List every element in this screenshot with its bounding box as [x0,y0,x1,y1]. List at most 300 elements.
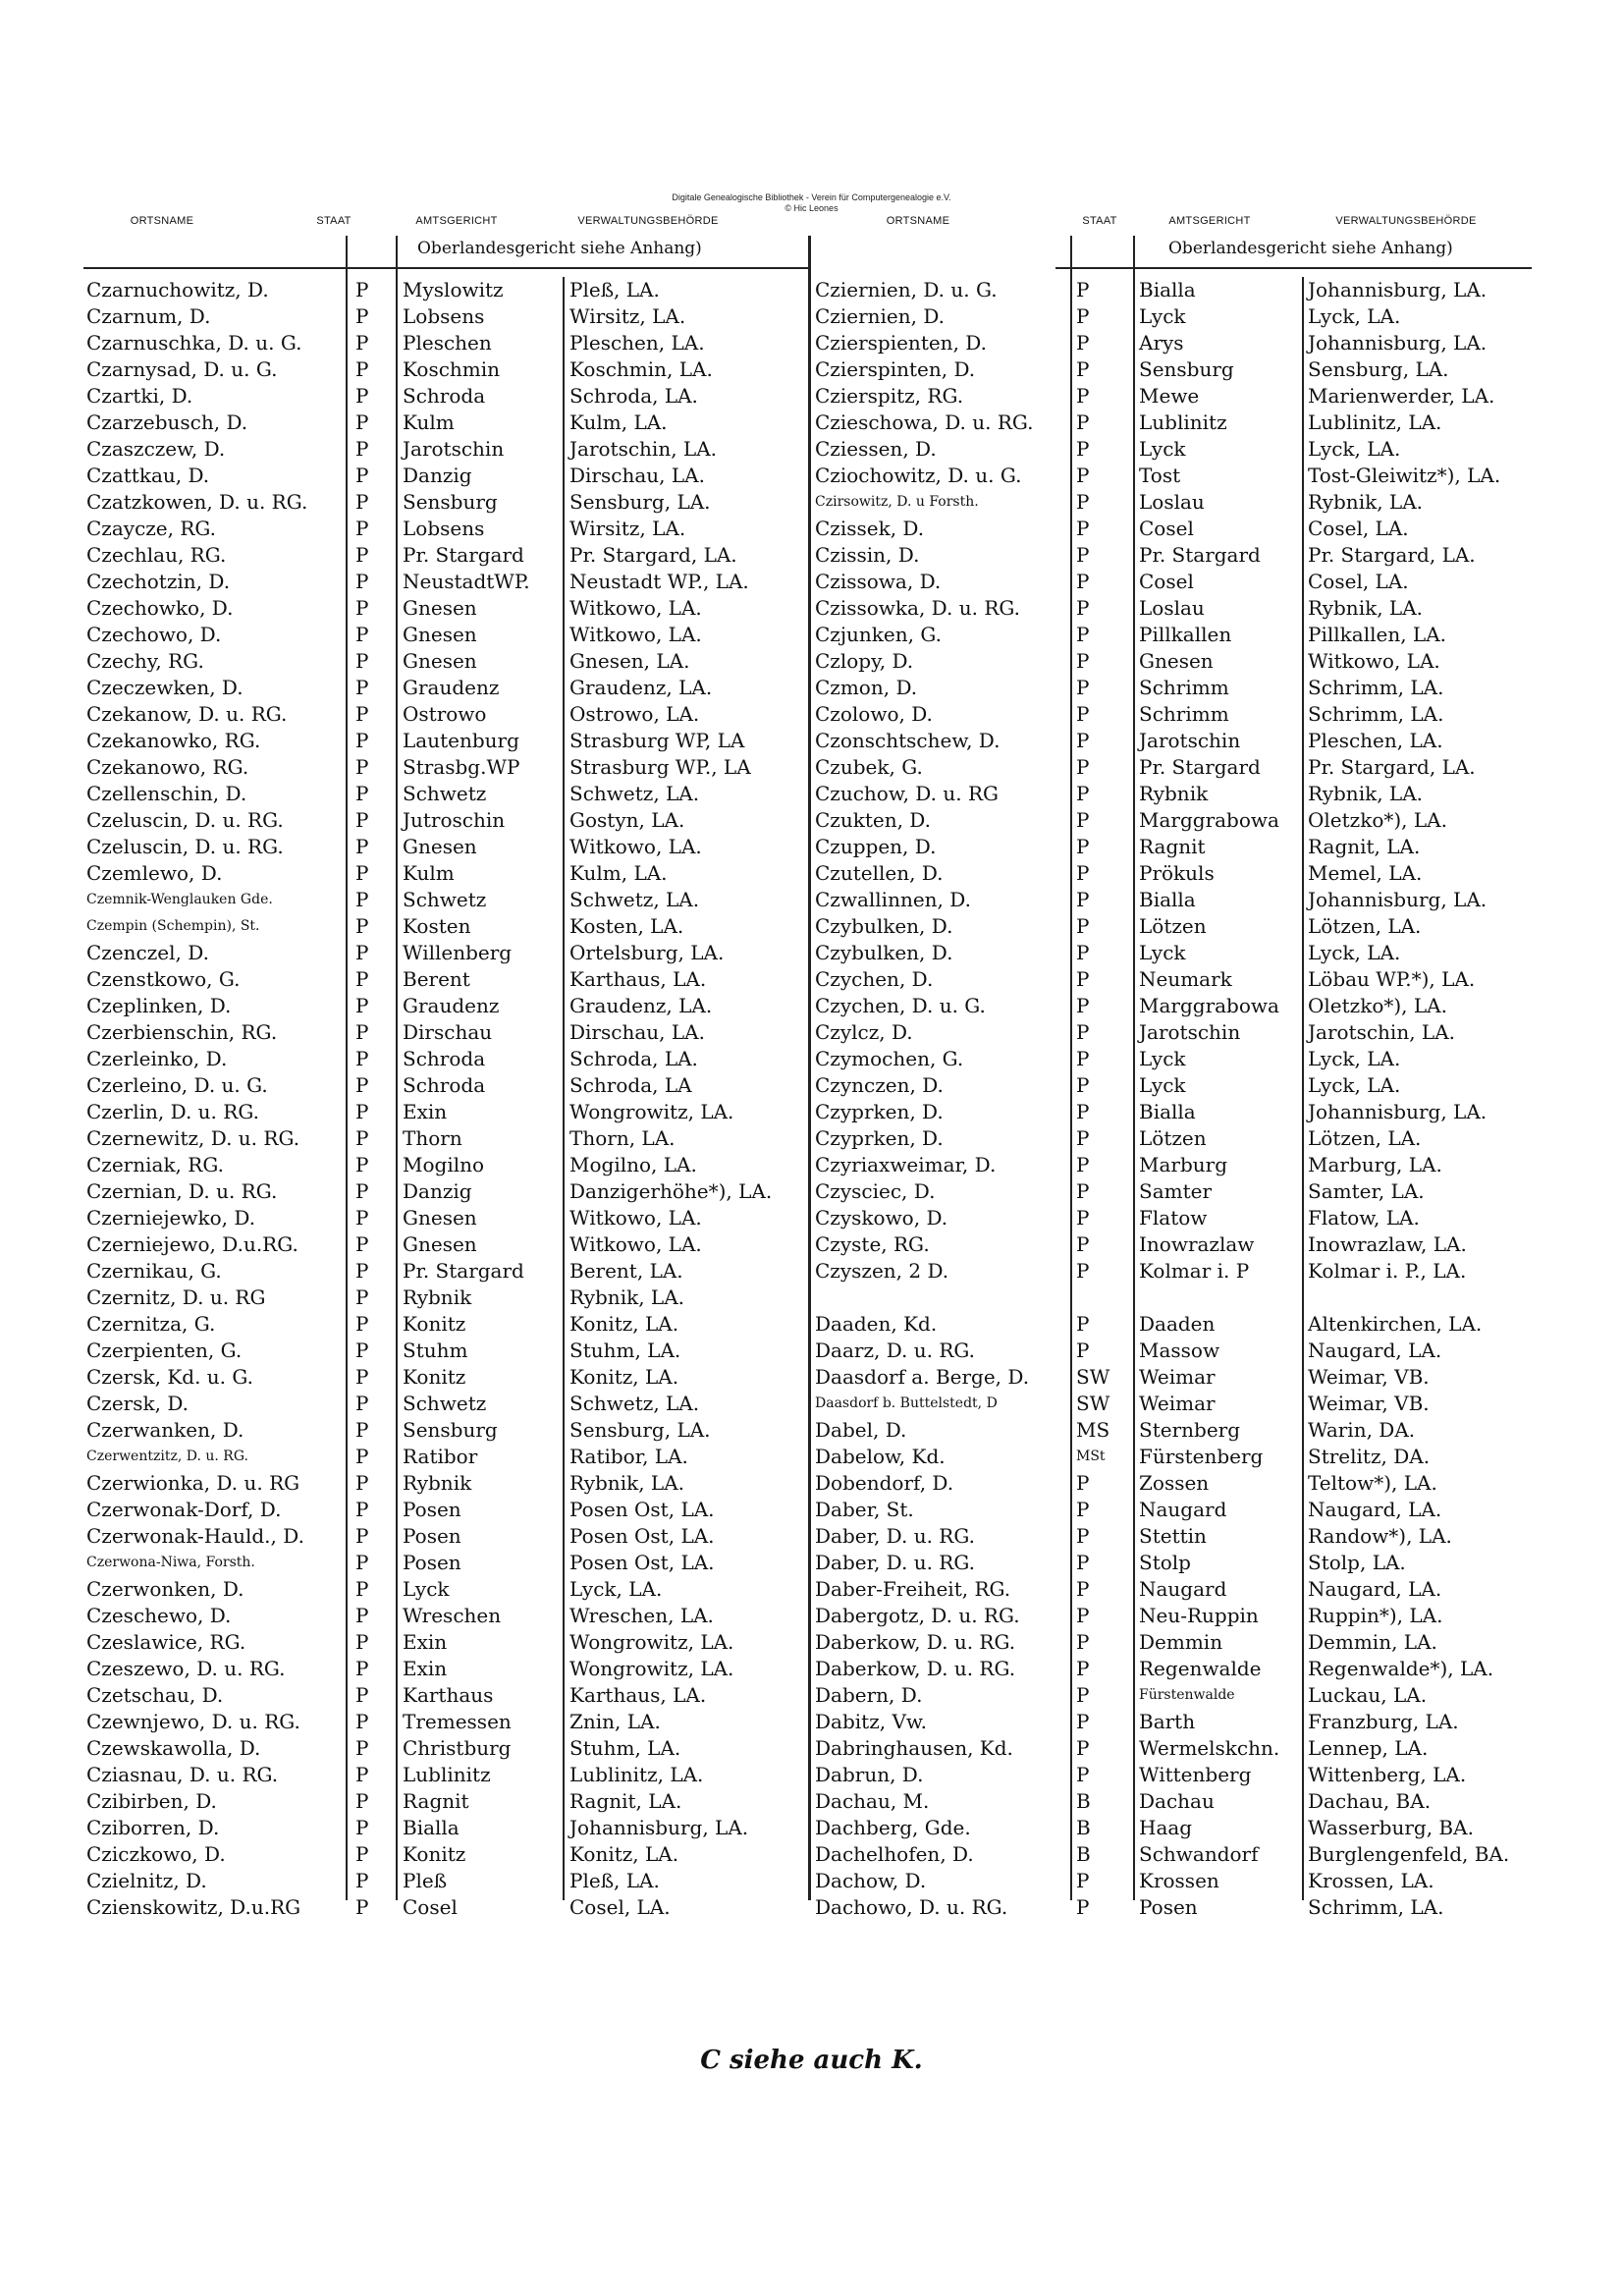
cell-ortsname: Czonschtschew, D. [815,729,1001,752]
credit-line: Digitale Genealogische Bibliothek - Verein für Computergenealogie e.V. [672,192,951,202]
cell-ortsname: Czarnuschka, D. u. G. [86,331,302,355]
cell-amtsgericht: Bialla [1139,278,1196,301]
cell-ortsname: Czerniak, RG. [86,1153,224,1176]
cell-verwaltung: Flatow, LA. [1308,1206,1420,1230]
cell-staat: P [1076,1683,1090,1707]
cell-verwaltung: Naugard, LA. [1308,1498,1442,1521]
cell-verwaltung: Kolmar i. P., LA. [1308,1259,1467,1283]
cell-ortsname: Czukten, D. [815,808,931,832]
cell-ortsname: Czeczewken, D. [86,676,243,699]
cell-staat: P [1076,1524,1090,1548]
cell-staat: P [1076,623,1090,646]
cell-amtsgericht: Barth [1139,1710,1196,1733]
cell-amtsgericht: Daaden [1139,1312,1216,1336]
cell-amtsgericht: Gnesen [403,649,477,673]
cell-ortsname: Czybulken, D. [815,914,953,938]
cell-ortsname: Czartki, D. [86,384,193,408]
cell-ortsname: Dabitz, Vw. [815,1710,927,1733]
cell-amtsgericht: Thorn [403,1126,462,1150]
cell-ortsname: Czybulken, D. [815,941,953,964]
cell-staat: P [355,384,369,408]
cell-amtsgericht: Krossen [1139,1869,1219,1892]
cell-staat: P [355,1869,369,1892]
cell-ortsname: Dachberg, Gde. [815,1816,971,1839]
cell-ortsname: Czekanow, D. u. RG. [86,702,288,726]
cell-ortsname: Czychen, D. [815,967,934,991]
cell-staat: P [1076,1047,1090,1070]
cell-staat: P [1076,808,1090,832]
cell-verwaltung: Pillkallen, LA. [1308,623,1446,646]
cell-amtsgericht: Jarotschin [1139,1020,1241,1044]
cell-amtsgericht: Weimar [1139,1392,1216,1415]
cell-staat: P [355,1153,369,1176]
cell-verwaltung: Demmin, LA. [1308,1630,1437,1654]
cell-amtsgericht: Stuhm [403,1339,468,1362]
cell-staat: P [355,1683,369,1707]
cell-staat: P [355,1285,369,1309]
cell-staat: P [1076,1153,1090,1176]
cell-verwaltung: Posen Ost, LA. [569,1498,715,1521]
cell-amtsgericht: Jarotschin [403,437,505,461]
cell-ortsname: Czersk, Kd. u. G. [86,1365,254,1389]
cell-ortsname: Czetschau, D. [86,1683,224,1707]
cell-staat: P [1076,490,1090,514]
cell-verwaltung: Kulm, LA. [569,410,668,434]
cell-amtsgericht: Prökuls [1139,861,1215,885]
cell-ortsname: Czatzkowen, D. u. RG. [86,490,308,514]
cell-verwaltung: Neustadt WP., LA. [569,570,749,593]
cell-staat: P [355,1232,369,1256]
cell-staat: B [1076,1789,1091,1813]
cell-verwaltung: Witkowo, LA. [569,623,702,646]
cell-staat: P [1076,676,1090,699]
cell-ortsname: Czerniejewo, D.u.RG. [86,1232,298,1256]
cell-verwaltung: Wongrowitz, LA. [569,1100,734,1123]
cell-verwaltung: Rybnik, LA. [569,1285,685,1309]
cell-verwaltung: Rybnik, LA. [1308,490,1424,514]
cell-ortsname: Cziernien, D. [815,304,946,328]
cell-amtsgericht: Wittenberg [1139,1763,1252,1786]
cell-ortsname: Czekanowko, RG. [86,729,261,752]
cell-verwaltung: Wreschen, LA. [569,1604,714,1627]
cell-verwaltung: Karthaus, LA. [569,967,707,991]
cell-amtsgericht: Posen [1139,1895,1198,1919]
cell-ortsname: Czierspienten, D. [815,331,987,355]
cell-ortsname: Cziasnau, D. u. RG. [86,1763,279,1786]
cell-verwaltung: Lyck, LA. [1308,1047,1401,1070]
cell-ortsname: Czynczen, D. [815,1073,944,1097]
cell-ortsname: Czerwentzitz, D. u. RG. [86,1449,248,1464]
cell-amtsgericht: Demmin [1139,1630,1223,1654]
cell-amtsgericht: Cosel [403,1895,458,1919]
cell-staat: P [355,357,369,381]
cell-staat: P [1076,1020,1090,1044]
cell-verwaltung: Johannisburg, LA. [1308,888,1488,911]
cell-staat: P [1076,570,1090,593]
cell-staat: P [355,888,369,911]
cell-ortsname: Czernitz, D. u. RG [86,1285,266,1309]
cell-verwaltung: Schwetz, LA. [569,1392,700,1415]
cell-amtsgericht: Schwandorf [1139,1842,1259,1866]
cell-ortsname: Czeslawice, RG. [86,1630,246,1654]
cell-staat: P [355,1498,369,1521]
cell-amtsgericht: Schwetz [403,782,487,805]
cell-ortsname: Czechlau, RG. [86,543,227,567]
cell-verwaltung: Lötzen, LA. [1308,1126,1422,1150]
cell-amtsgericht: Rybnik [403,1285,472,1309]
cell-ortsname: Czechotzin, D. [86,570,231,593]
cell-verwaltung: Pleschen, LA. [569,331,705,355]
cell-ortsname: Czissowka, D. u. RG. [815,596,1020,620]
cell-staat: P [355,1710,369,1733]
cell-staat: P [355,676,369,699]
cell-ortsname: Czernian, D. u. RG. [86,1179,278,1203]
cell-verwaltung: Koschmin, LA. [569,357,713,381]
cell-amtsgericht: Haag [1139,1816,1193,1839]
cell-staat: P [1076,1126,1090,1150]
divider [1133,236,1135,1900]
cell-staat: P [355,623,369,646]
cell-ortsname: Daberkow, D. u. RG. [815,1630,1016,1654]
cell-ortsname: Czirsowitz, D. u Forsth. [815,494,979,510]
cell-staat: P [355,1020,369,1044]
cell-amtsgericht: Lyck [1139,437,1186,461]
cell-verwaltung: Warin, DA. [1308,1418,1416,1442]
cell-verwaltung: Dachau, BA. [1308,1789,1432,1813]
header-ortsname-left: ORTSNAME [130,215,194,227]
cell-ortsname: Czerwionka, D. u. RG [86,1471,300,1495]
cell-verwaltung: Konitz, LA. [569,1312,679,1336]
cell-amtsgericht: Sensburg [403,1418,498,1442]
cell-verwaltung: Schwetz, LA. [569,888,700,911]
cell-verwaltung: Graudenz, LA. [569,676,713,699]
cell-amtsgericht: Pleß [403,1869,448,1892]
cell-staat: P [355,464,369,487]
cell-staat: P [1076,1895,1090,1919]
cell-verwaltung: Samter, LA. [1308,1179,1425,1203]
cell-ortsname: Czeplinken, D. [86,994,232,1017]
cell-amtsgericht: Posen [403,1498,461,1521]
header-amtsgericht-left: AMTSGERICHT [415,215,498,227]
cell-amtsgericht: Ragnit [1139,835,1206,858]
cell-amtsgericht: Konitz [403,1312,466,1336]
cell-amtsgericht: Stolp [1139,1551,1191,1574]
cell-verwaltung: Wirsitz, LA. [569,517,686,540]
cell-amtsgericht: Gnesen [1139,649,1214,673]
cell-ortsname: Daarz, D. u. RG. [815,1339,976,1362]
cell-staat: P [1076,1657,1090,1680]
cell-verwaltung: Schrimm, LA. [1308,676,1444,699]
cell-verwaltung: Pr. Stargard, LA. [1308,543,1476,567]
cell-ortsname: Cziborren, D. [86,1816,220,1839]
cell-amtsgericht: Graudenz [403,994,500,1017]
header-rule-left [83,267,810,269]
header-staat-right: STAAT [1082,215,1117,227]
cell-staat: P [1076,861,1090,885]
cell-verwaltung: Thorn, LA. [569,1126,676,1150]
cell-amtsgericht: Flatow [1139,1206,1208,1230]
cell-verwaltung: Rybnik, LA. [569,1471,685,1495]
cell-ortsname: Czemnik-Wenglauken Gde. [86,892,273,907]
cell-amtsgericht: Bialla [1139,888,1196,911]
cell-amtsgericht: Kulm [403,410,455,434]
cell-staat: P [355,835,369,858]
cell-ortsname: Czechy, RG. [86,649,204,673]
cell-amtsgericht: Rybnik [403,1471,472,1495]
cell-ortsname: Czyskowo, D. [815,1206,948,1230]
cell-staat: P [355,1471,369,1495]
cell-verwaltung: Ortelsburg, LA. [569,941,725,964]
cell-staat: P [1076,331,1090,355]
cell-staat: P [355,1657,369,1680]
cell-staat: SW [1076,1392,1110,1415]
cell-verwaltung: Regenwalde*), LA. [1308,1657,1494,1680]
cell-verwaltung: Lublinitz, LA. [1308,410,1442,434]
cell-staat: P [355,1895,369,1919]
cell-verwaltung: Wongrowitz, LA. [569,1630,734,1654]
cell-verwaltung: Mogilno, LA. [569,1153,697,1176]
cell-verwaltung: Posen Ost, LA. [569,1551,715,1574]
cell-staat: B [1076,1842,1091,1866]
cell-amtsgericht: Lyck [1139,1073,1186,1097]
cell-verwaltung: Ruppin*), LA. [1308,1604,1443,1627]
header-rule-right [1055,267,1532,269]
cell-ortsname: Czechowo, D. [86,623,222,646]
cell-amtsgericht: Lobsens [403,304,485,328]
cell-ortsname: Daber, D. u. RG. [815,1551,975,1574]
cell-ortsname: Czissowa, D. [815,570,942,593]
cell-amtsgericht: Strasbg.WP [403,755,520,779]
cell-staat: P [355,1418,369,1442]
cell-ortsname: Daasdorf b. Buttelstedt, D [815,1395,998,1411]
cell-staat: P [1076,1339,1090,1362]
cell-amtsgericht: Pr. Stargard [403,1259,524,1283]
cell-verwaltung: Schwetz, LA. [569,782,700,805]
cell-amtsgericht: Gnesen [403,596,477,620]
cell-verwaltung: Löbau WP.*), LA. [1308,967,1476,991]
cell-ortsname: Dabel, D. [815,1418,907,1442]
cell-amtsgericht: Danzig [403,1179,472,1203]
cell-ortsname: Dabern, D. [815,1683,923,1707]
cell-amtsgericht: Koschmin [403,357,501,381]
cell-ortsname: Czielnitz, D. [86,1869,207,1892]
cell-ortsname: Czuppen, D. [815,835,937,858]
cell-staat: P [355,1312,369,1336]
divider [808,236,811,1900]
cell-amtsgericht: Exin [403,1630,448,1654]
cell-verwaltung: Znin, LA. [569,1710,661,1733]
cell-staat: P [355,808,369,832]
cell-amtsgericht: Lyck [1139,1047,1186,1070]
cell-ortsname: Cziernien, D. u. G. [815,278,998,301]
cell-ortsname: Czempin (Schempin), St. [86,918,260,934]
cell-staat: P [1076,1869,1090,1892]
cell-verwaltung: Dirschau, LA. [569,464,705,487]
cell-verwaltung: Oletzko*), LA. [1308,808,1447,832]
cell-staat: P [355,1179,369,1203]
cell-staat: P [355,1206,369,1230]
cell-staat: P [1076,464,1090,487]
header-verwaltung-left: VERWALTUNGSBEHÖRDE [577,215,719,227]
cell-staat: P [355,1365,369,1389]
cell-ortsname: Czekanowo, RG. [86,755,249,779]
cell-verwaltung: Strelitz, DA. [1308,1445,1431,1468]
divider [396,236,398,1900]
cell-amtsgericht: Schwetz [403,888,487,911]
cell-ortsname: Czyszen, 2 D. [815,1259,949,1283]
cell-verwaltung: Lyck, LA. [569,1577,663,1601]
copyright-line: © Hic Leones [784,203,839,213]
cell-verwaltung: Konitz, LA. [569,1842,679,1866]
cell-staat: P [1076,596,1090,620]
cell-staat: P [1076,278,1090,301]
cell-verwaltung: Pr. Stargard, LA. [1308,755,1476,779]
cell-ortsname: Czerlin, D. u. RG. [86,1100,259,1123]
cell-staat: P [355,1259,369,1283]
header-staat-left: STAAT [316,215,352,227]
cell-ortsname: Czerwonak-Dorf, D. [86,1498,282,1521]
cell-amtsgericht: Lötzen [1139,914,1207,938]
cell-ortsname: Czwallinnen, D. [815,888,971,911]
cell-verwaltung: Gostyn, LA. [569,808,685,832]
cell-ortsname: Cziczkowo, D. [86,1842,226,1866]
cell-amtsgericht: Tremessen [403,1710,512,1733]
cell-ortsname: Czenstkowo, G. [86,967,241,991]
cell-verwaltung: Krossen, LA. [1308,1869,1434,1892]
cell-verwaltung: Sensburg, LA. [1308,357,1449,381]
cell-verwaltung: Wittenberg, LA. [1308,1763,1467,1786]
divider [346,236,348,1900]
cell-staat: P [1076,1736,1090,1760]
cell-ortsname: Czerwonken, D. [86,1577,244,1601]
cell-amtsgericht: Pleschen [403,331,492,355]
cell-verwaltung: Gnesen, LA. [569,649,690,673]
cell-staat: P [355,490,369,514]
cell-amtsgericht: Danzig [403,464,472,487]
cell-staat: P [355,1126,369,1150]
cell-verwaltung: Cosel, LA. [1308,517,1409,540]
cell-ortsname: Czyste, RG. [815,1232,930,1256]
cell-staat: P [1076,410,1090,434]
cell-amtsgericht: Naugard [1139,1498,1227,1521]
cell-verwaltung: Schroda, LA. [569,1047,698,1070]
cell-amtsgericht: Kulm [403,861,455,885]
cell-ortsname: Dachau, M. [815,1789,930,1813]
cell-staat: P [1076,1312,1090,1336]
cell-staat: P [355,755,369,779]
cell-staat: P [1076,967,1090,991]
cell-ortsname: Czersk, D. [86,1392,189,1415]
cell-staat: P [1076,1259,1090,1283]
cell-ortsname: Czeszewo, D. u. RG. [86,1657,286,1680]
cell-verwaltung: Jarotschin, LA. [1308,1020,1455,1044]
cell-amtsgericht: Lautenburg [403,729,519,752]
cell-ortsname: Daasdorf a. Berge, D. [815,1365,1030,1389]
cell-staat: P [355,782,369,805]
cell-ortsname: Czierspinten, D. [815,357,976,381]
cell-staat: P [1076,1710,1090,1733]
cell-staat: P [355,914,369,938]
cell-amtsgericht: Jutroschin [403,808,506,832]
cell-amtsgericht: Kolmar i. P [1139,1259,1250,1283]
cell-ortsname: Daaden, Kd. [815,1312,938,1336]
cell-ortsname: Dabelow, Kd. [815,1445,946,1468]
divider [563,277,565,1900]
cell-verwaltung: Pleß, LA. [569,1869,660,1892]
cell-verwaltung: Lyck, LA. [1308,304,1401,328]
cell-verwaltung: Stolp, LA. [1308,1551,1406,1574]
cell-amtsgericht: Lötzen [1139,1126,1207,1150]
cell-verwaltung: Marburg, LA. [1308,1153,1442,1176]
cell-verwaltung: Inowrazlaw, LA. [1308,1232,1467,1256]
cell-verwaltung: Weimar, VB. [1308,1392,1430,1415]
cell-verwaltung: Karthaus, LA. [569,1683,707,1707]
cell-ortsname: Czernitza, G. [86,1312,216,1336]
cell-staat: P [1076,994,1090,1017]
cell-staat: P [355,596,369,620]
cell-amtsgericht: Mogilno [403,1153,485,1176]
cell-staat: P [355,941,369,964]
cell-staat: P [355,304,369,328]
cell-verwaltung: Schrimm, LA. [1308,1895,1444,1919]
cell-amtsgericht: Graudenz [403,676,500,699]
cell-amtsgericht: Exin [403,1100,448,1123]
cell-ortsname: Czysciec, D. [815,1179,936,1203]
cell-staat: P [1076,437,1090,461]
footer-note: C siehe auch K. [700,2046,923,2075]
cell-amtsgericht: Lyck [1139,304,1186,328]
header-ortsname-right: ORTSNAME [886,215,950,227]
cell-verwaltung: Sensburg, LA. [569,490,711,514]
cell-staat: P [355,702,369,726]
cell-amtsgericht: Sternberg [1139,1418,1241,1442]
cell-staat: P [355,410,369,434]
cell-amtsgericht: Schrimm [1139,702,1229,726]
cell-amtsgericht: Stettin [1139,1524,1207,1548]
cell-amtsgericht: Loslau [1139,490,1205,514]
cell-verwaltung: Berent, LA. [569,1259,683,1283]
cell-verwaltung: Stuhm, LA. [569,1339,681,1362]
cell-verwaltung: Johannisburg, LA. [1308,1100,1488,1123]
cell-ortsname: Czenczel, D. [86,941,209,964]
cell-ortsname: Daber-Freiheit, RG. [815,1577,1011,1601]
cell-staat: P [1076,304,1090,328]
cell-ortsname: Czolowo, D. [815,702,933,726]
cell-verwaltung: Ragnit, LA. [569,1789,682,1813]
cell-ortsname: Czeschewo, D. [86,1604,232,1627]
cell-amtsgericht: Lyck [403,1577,450,1601]
cell-staat: P [355,967,369,991]
cell-ortsname: Daber, St. [815,1498,914,1521]
cell-staat: P [355,1047,369,1070]
cell-ortsname: Czerpienten, G. [86,1339,243,1362]
cell-amtsgericht: Schroda [403,384,486,408]
cell-staat: P [1076,941,1090,964]
cell-amtsgericht: Fürstenwalde [1139,1687,1235,1703]
cell-staat: P [355,1100,369,1123]
olg-note-right: Oberlandesgericht siehe Anhang) [1168,239,1453,258]
cell-verwaltung: Lublinitz, LA. [569,1763,704,1786]
cell-verwaltung: Graudenz, LA. [569,994,713,1017]
cell-verwaltung: Tost-Gleiwitz*), LA. [1308,464,1501,487]
cell-ortsname: Daber, D. u. RG. [815,1524,975,1548]
cell-verwaltung: Wirsitz, LA. [569,304,686,328]
cell-amtsgericht: Christburg [403,1736,512,1760]
cell-ortsname: Czattkau, D. [86,464,210,487]
cell-ortsname: Czellenschin, D. [86,782,247,805]
cell-staat: P [1076,1630,1090,1654]
cell-amtsgericht: Sensburg [403,490,498,514]
